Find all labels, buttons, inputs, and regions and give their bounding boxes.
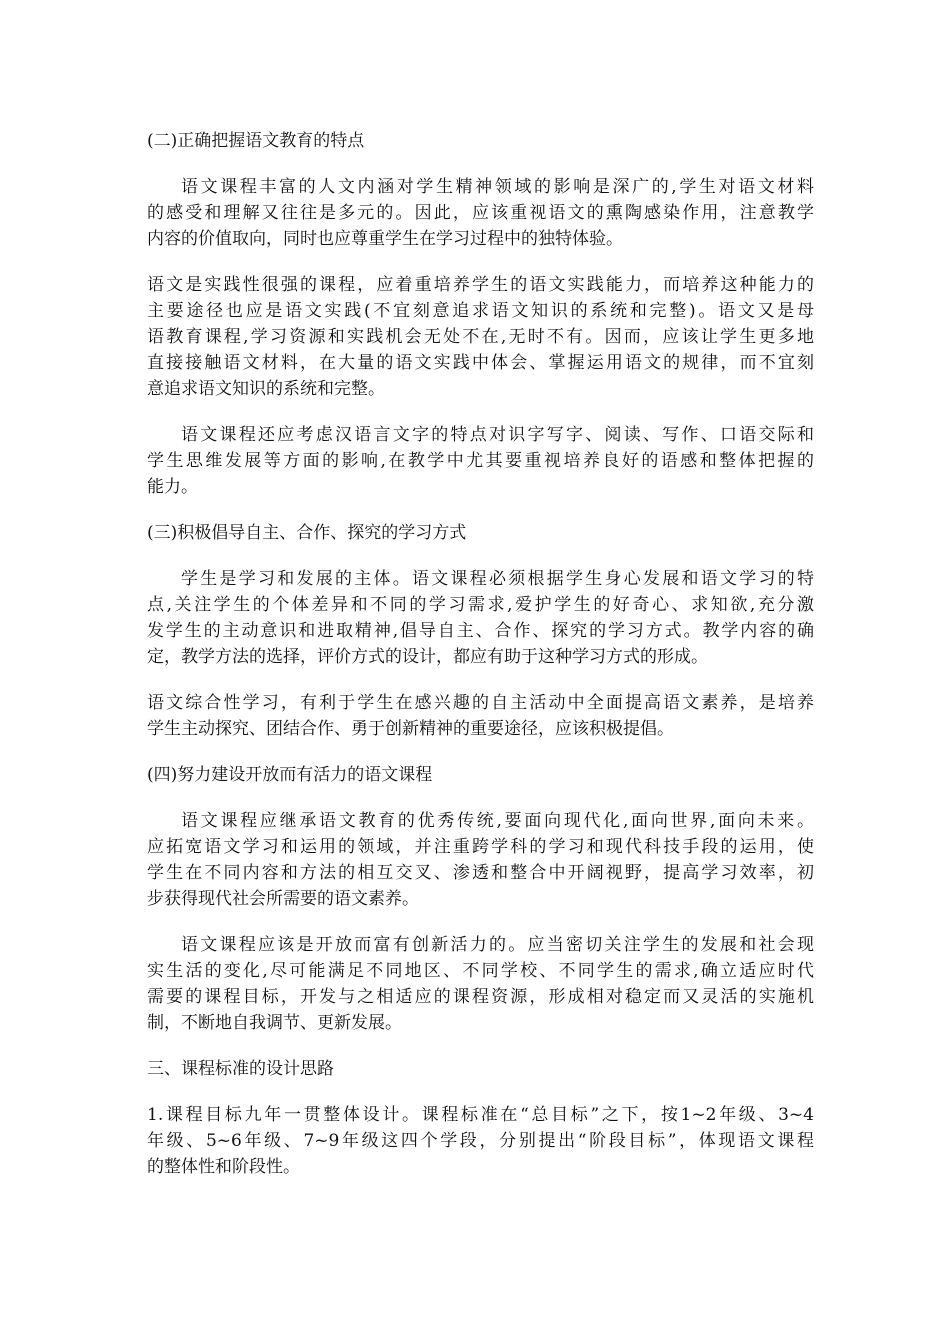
chapter-heading-3: 三、课程标准的设计思路 (147, 1059, 334, 1079)
paragraph-line: 需要的课程目标，开发与之相适应的课程资源，形成相对稳定而又灵活的实施机 (147, 987, 814, 1007)
paragraph-line: 年级、5~6年级、7~9年级这四个学段，分别提出“阶段目标”，体现语文课程 (147, 1131, 814, 1151)
paragraph-5 (147, 690, 814, 742)
paragraph-line: 学生主动探究、团结合作、勇于创新精神的重要途径，应该积极提倡。 (147, 719, 674, 739)
paragraph-line: 能力。 (147, 477, 198, 497)
paragraph-line: 1.课程目标九年一贯整体设计。课程标准在“总目标”之下，按1~2年级、3~4 (147, 1105, 814, 1125)
paragraph-line: 步获得现代社会所需要的语文素养。 (147, 889, 419, 909)
paragraph-line: 应拓宽语文学习和运用的领域，并注重跨学科的学习和现代科技手段的运用，使 (147, 837, 814, 857)
paragraph-line: 发学生的主动意识和进取精神,倡导自主、合作、探究的学习方式。教学内容的确 (147, 621, 814, 641)
section-heading-2: (二)正确把握语文教育的特点 (147, 131, 365, 151)
paragraph-line: 的整体性和阶段性。 (147, 1157, 300, 1177)
paragraph-line: 点,关注学生的个体差异和不同的学习需求,爱护学生的好奇心、求知欲,充分激 (147, 595, 814, 615)
paragraph-line: 语文综合性学习，有利于学生在感兴趣的自主活动中全面提高语文素养，是培养 (147, 693, 814, 713)
paragraph-line: 语文是实践性很强的课程，应着重培养学生的语文实践能力，而培养这种能力的 (147, 275, 814, 295)
paragraph-4 (147, 566, 814, 670)
paragraph-3 (147, 422, 814, 500)
section-heading-3: (三)积极倡导自主、合作、探究的学习方式 (147, 523, 467, 543)
section-heading-4: (四)努力建设开放而有活力的语文课程 (147, 765, 433, 785)
paragraph-line: 实生活的变化,尽可能满足不同地区、不同学校、不同学生的需求,确立适应时代 (147, 961, 814, 981)
paragraph-line: 学生是学习和发展的主体。语文课程必须根据学生身心发展和语文学习的特 (181, 569, 814, 589)
document-body (147, 128, 814, 1200)
paragraph-line: 语文课程应继承语文教育的优秀传统,要面向现代化,面向世界,面向未来。 (181, 811, 814, 831)
paragraph-7 (147, 932, 814, 1036)
paragraph-2 (147, 272, 814, 402)
paragraph-line: 语文课程丰富的人文内涵对学生精神领域的影响是深广的,学生对语文材料 (181, 177, 814, 197)
paragraph-8 (147, 1102, 814, 1180)
paragraph-line: 内容的价值取向，同时也应尊重学生在学习过程中的独特体验。 (147, 229, 623, 249)
paragraph-6 (147, 808, 814, 912)
paragraph-line: 制，不断地自我调节、更新发展。 (147, 1013, 402, 1033)
paragraph-line: 意追求语文知识的系统和完整。 (147, 379, 385, 399)
paragraph-line: 主要途径也应是语文实践(不宜刻意追求语文知识的系统和完整)。语文又是母 (147, 301, 814, 321)
paragraph-line: 语文课程还应考虑汉语言文字的特点对识字写字、阅读、写作、口语交际和 (181, 425, 814, 445)
paragraph-line: 直接接触语文材料，在大量的语文实践中体会、掌握运用语文的规律，而不宜刻 (147, 353, 814, 373)
paragraph-line: 语文课程应该是开放而富有创新活力的。应当密切关注学生的发展和社会现 (181, 935, 814, 955)
paragraph-line: 学生思维发展等方面的影响,在教学中尤其要重视培养良好的语感和整体把握的 (147, 451, 814, 471)
paragraph-line: 定，教学方法的选择，评价方式的设计，都应有助于这种学习方式的形成。 (147, 647, 708, 667)
paragraph-line: 的感受和理解又往往是多元的。因此，应该重视语文的熏陶感染作用，注意教学 (147, 203, 814, 223)
paragraph-line: 语教育课程,学习资源和实践机会无处不在,无时不有。因而，应该让学生更多地 (147, 327, 814, 347)
paragraph-1 (147, 174, 814, 252)
paragraph-line: 学生在不同内容和方法的相互交叉、渗透和整合中开阔视野，提高学习效率，初 (147, 863, 814, 883)
